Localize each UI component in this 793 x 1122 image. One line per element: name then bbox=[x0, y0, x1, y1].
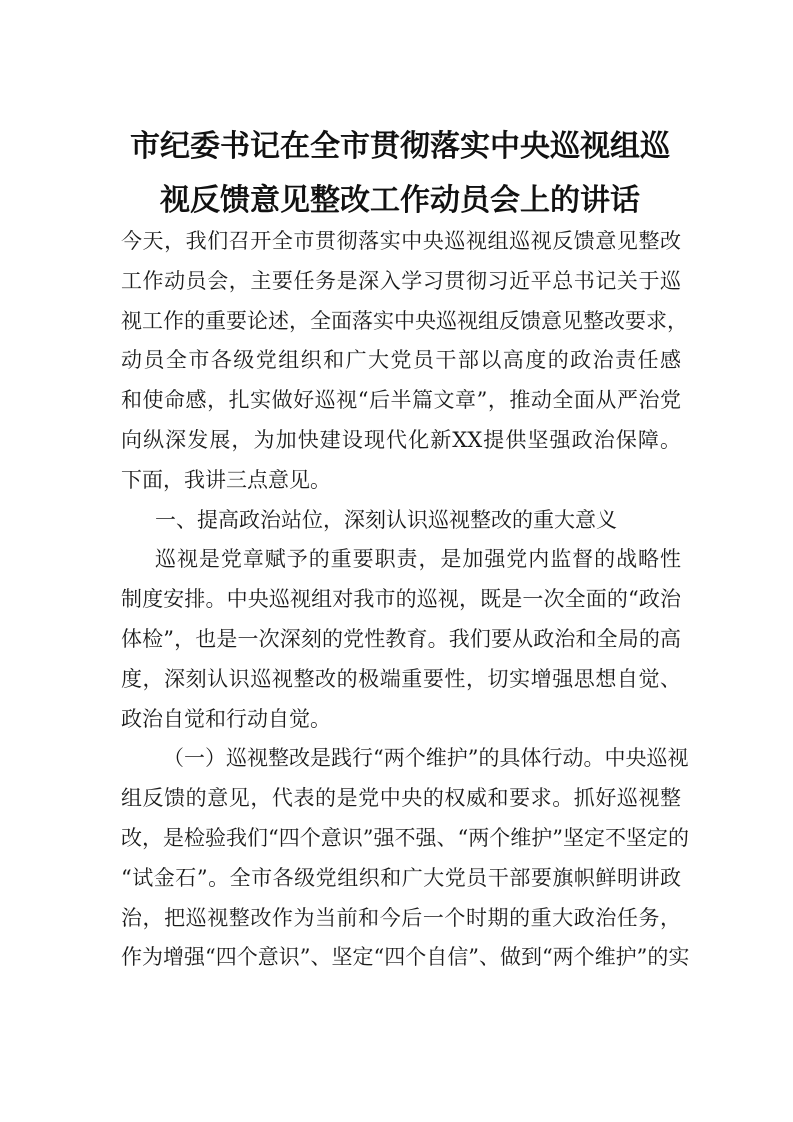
body-line: 巡视是党章赋予的重要职责，是加强党内监督的战略性 bbox=[155, 547, 681, 572]
body-line: 动员全市各级党组织和广大党员干部以高度的政治责任感 bbox=[121, 348, 681, 373]
body-line: （一）巡视整改是践行“两个维护”的具体行动。中央巡视 bbox=[163, 746, 689, 771]
body-line: 向纵深发展，为加快建设现代化新XX提供坚强政治保障。 bbox=[121, 427, 681, 452]
body-line: 体检”，也是一次深刻的党性教育。我们要从政治和全局的高 bbox=[121, 626, 681, 651]
body-line: 工作动员会，主要任务是深入学习贯彻习近平总书记关于巡 bbox=[121, 268, 681, 293]
title-line: 市纪委书记在全市贯彻落实中央巡视组巡 bbox=[130, 129, 670, 164]
body-line: 视工作的重要论述，全面落实中央巡视组反馈意见整改要求， bbox=[121, 308, 688, 333]
body-line: 度，深刻认识巡视整改的极端重要性，切实增强思想自觉、 bbox=[121, 666, 681, 691]
body-line: 制度安排。中央巡视组对我市的巡视，既是一次全面的“政治 bbox=[121, 587, 681, 612]
body-line: 改，是检验我们“四个意识”强不强、“两个维护”坚定不坚定的 bbox=[121, 825, 689, 850]
body-line: 作为增强“四个意识”、坚定“四个自信”、做到“两个维护”的实 bbox=[121, 945, 690, 970]
body-line: 政治自觉和行动自觉。 bbox=[121, 706, 331, 731]
body-line: 治，把巡视整改作为当前和今后一个时期的重大政治任务， bbox=[121, 905, 681, 930]
body-line: 组反馈的意见，代表的是党中央的权威和要求。抓好巡视整 bbox=[121, 786, 681, 811]
document-body bbox=[121, 222, 690, 978]
body-line: “试金石”。全市各级党组织和广大党员干部要旗帜鲜明讲政 bbox=[121, 865, 681, 890]
body-line: 今天，我们召开全市贯彻落实中央巡视组巡视反馈意见整改 bbox=[121, 229, 681, 253]
section-heading: 一、提高政治站位，深刻认识巡视整改的重大意义 bbox=[155, 507, 617, 532]
body-line: 下面，我讲三点意见。 bbox=[121, 467, 331, 492]
document-title bbox=[100, 120, 700, 228]
body-line: 和使命感，扎实做好巡视“后半篇文章”，推动全面从严治党 bbox=[121, 388, 681, 413]
title-line: 视反馈意见整改工作动员会上的讲话 bbox=[160, 183, 640, 218]
